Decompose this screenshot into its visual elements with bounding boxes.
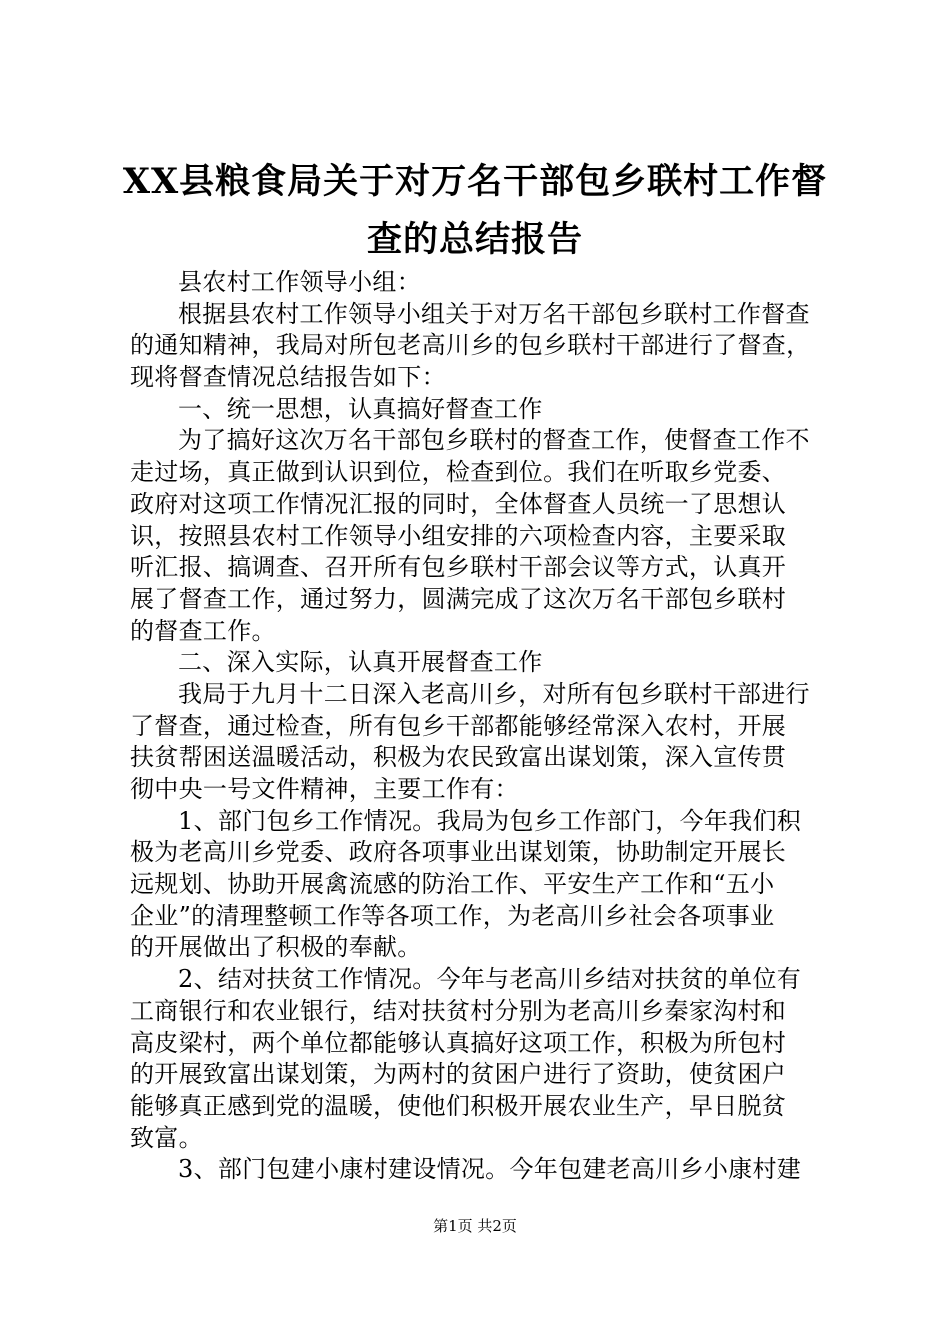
- body-text-line: 1、部门包乡工作情况。我局为包乡工作部门，今年我们积: [178, 806, 802, 835]
- body-text-line: 彻中央一号文件精神，主要工作有：: [130, 775, 519, 803]
- body-text-line: 为了搞好这次万名干部包乡联村的督查工作，使督查工作不: [178, 426, 810, 455]
- body-text-line: 现将督查情况总结报告如下：: [130, 363, 446, 392]
- body-text-line: 一、统一思想，认真搞好督查工作: [178, 394, 543, 423]
- body-text-line: 展了督查工作，通过努力，圆满完成了这次万名干部包乡联村: [130, 584, 787, 613]
- body-text-line: 识，按照县农村工作领导小组安排的六项检查内容，主要采取: [130, 521, 787, 550]
- document-body: [130, 267, 840, 1186]
- body-text-line: 企业”的清理整顿工作等各项工作，为老高川乡社会各项事业: [130, 901, 775, 930]
- body-text-line: 县农村工作领导小组：: [178, 268, 421, 296]
- body-text-line: 的通知精神，我局对所包老高川乡的包乡联村干部进行了督查，: [130, 331, 811, 360]
- body-text-line: 听汇报、搞调查、召开所有包乡联村干部会议等方式，认真开: [130, 553, 787, 582]
- body-text-line: 扶贫帮困送温暖活动，积极为农民致富出谋划策，深入宣传贯: [130, 743, 787, 772]
- page-footer: 第1页 共2页: [433, 1217, 517, 1235]
- body-text-line: 能够真正感到党的温暖，使他们积极开展农业生产，早日脱贫: [130, 1091, 787, 1120]
- body-text-line: 我局于九月十二日深入老高川乡，对所有包乡联村干部进行: [178, 679, 810, 708]
- body-text-line: 二、深入实际，认真开展督查工作: [178, 648, 543, 677]
- document-title-line-2: 查的总结报告: [366, 219, 583, 260]
- body-text-line: 的开展致富出谋划策，为两村的贫困户进行了资助，使贫困户: [130, 1060, 787, 1089]
- body-text-line: 根据县农村工作领导小组关于对万名干部包乡联村工作督查: [178, 299, 810, 328]
- body-text-line: 的开展做出了积极的奉献。: [130, 933, 422, 962]
- body-text-line: 走过场，真正做到认识到位，检查到位。我们在听取乡党委、: [130, 458, 787, 487]
- document-title-line-1: XX县粮食局关于对万名干部包乡联村工作督: [122, 161, 828, 202]
- body-text-line: 致富。: [130, 1123, 203, 1152]
- body-text-line: 工商银行和农业银行，结对扶贫村分别为老高川乡秦家沟村和: [130, 996, 787, 1025]
- body-text-line: 极为老高川乡党委、政府各项事业出谋划策，协助制定开展长: [130, 838, 787, 867]
- body-text-line: 的督查工作。: [130, 616, 276, 645]
- body-text-line: 2、结对扶贫工作情况。今年与老高川乡结对扶贫的单位有: [178, 965, 802, 994]
- body-text-line: 政府对这项工作情况汇报的同时，全体督查人员统一了思想认: [130, 489, 787, 518]
- body-text-line: 3、部门包建小康村建设情况。今年包建老高川乡小康村建: [178, 1155, 802, 1184]
- body-text-line: 远规划、协助开展禽流感的防治工作、平安生产工作和“五小: [130, 870, 775, 899]
- body-text-line: 高皮梁村，两个单位都能够认真搞好这项工作，积极为所包村: [130, 1028, 787, 1057]
- body-text-line: 了督查，通过检查，所有包乡干部都能够经常深入农村，开展: [130, 711, 787, 740]
